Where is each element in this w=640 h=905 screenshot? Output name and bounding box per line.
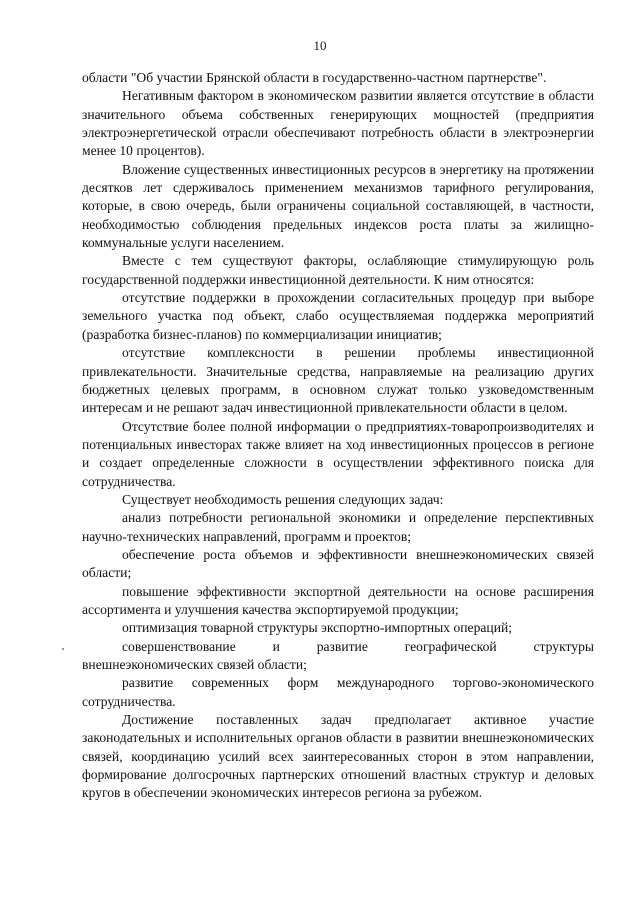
- paragraph-energy-investment: Вложение существенных инвестиционных ресурсов в энергетику на протяжении десятков лет сдерживалось применением механизмов тарифного регулирования, которые, в свою очередь, были ограничены социальной составляющей, в частности, необходимостью соблюдения предельных индексов роста платы за жилищно-коммунальные услуги населением.: [82, 161, 594, 251]
- paragraph-weakening-factors: Вместе с тем существуют факторы, ослабляющие стимулирующую роль государственной поддержки инвестиционной деятельности. К ним относятся:: [82, 253, 594, 287]
- paragraph-task-cooperation: развитие современных форм международного торгово-экономического сотрудничества.: [82, 675, 594, 709]
- paragraph-task-optimization: оптимизация товарной структуры экспортно-импортных операций;: [122, 620, 513, 636]
- body-text: [82, 69, 594, 803]
- paragraph-task-export-efficiency: повышение эффективности экспортной деятельности на основе расширения ассортимента и улучшения качества экспортируемой продукции;: [82, 583, 594, 617]
- paragraph-tasks-intro: Существует необходимость решения следующих задач:: [122, 491, 444, 507]
- paragraph-information-lack: Отсутствие более полной информации о предприятиях-товаропроизводителях и потенциальных инвесторах также влияет на ход инвестиционных процессов в регионе и создает определенные сложности в осуществлении эффективного поиска для сотрудничества.: [82, 418, 594, 489]
- paragraph-task-growth: обеспечение роста объемов и эффективности внешнеэкономических связей области;: [82, 546, 594, 581]
- paragraph-continuation: области "Об участии Брянской области в государственно-частном партнерстве".: [82, 70, 547, 85]
- page-number: 10: [313, 38, 327, 53]
- paragraph-task-geography: совершенствование и развитие географической структуры внешнеэкономических связей области;: [82, 638, 594, 672]
- scan-speck: [62, 648, 64, 650]
- paragraph-factor-complexity: отсутствие комплексности в решении проблемы инвестиционной привлекательности. Значительные средства, направляемые на реализацию других бюджетных целевых программ, в основном служат только узковедомственным интересам и не решают задач инвестиционной привлекательности области в целом.: [82, 345, 594, 416]
- paragraph-task-analysis: анализ потребности региональной экономики и определение перспективных научно-технических направлений, программ и проектов;: [82, 510, 594, 544]
- paragraph-negative-factor: Негативным фактором в экономическом развитии является отсутствие в области значительного объема собственных генерирующих мощностей (предприятия электроэнергетической отрасли обеспечивают потребность области в электроэнергии менее 10 процентов).: [82, 88, 594, 159]
- paragraph-conclusion: Достижение поставленных задач предполагает активное участие законодательных и исполнительных органов области в развитии внешнеэкономических связей, координацию усилий всех заинтересованных сторон в этом направлении, формирование долгосрочных партнерских отношений властных структур и деловых кругов в обеспечении экономических интересов региона за рубежом.: [82, 712, 594, 801]
- paragraph-factor-land-procedures: отсутствие поддержки в прохождении согласительных процедур при выборе земельного участка под объект, слабо осуществляемая поддержка мероприятий (разработка бизнес-планов) по коммерциализации инициатив;: [82, 290, 594, 342]
